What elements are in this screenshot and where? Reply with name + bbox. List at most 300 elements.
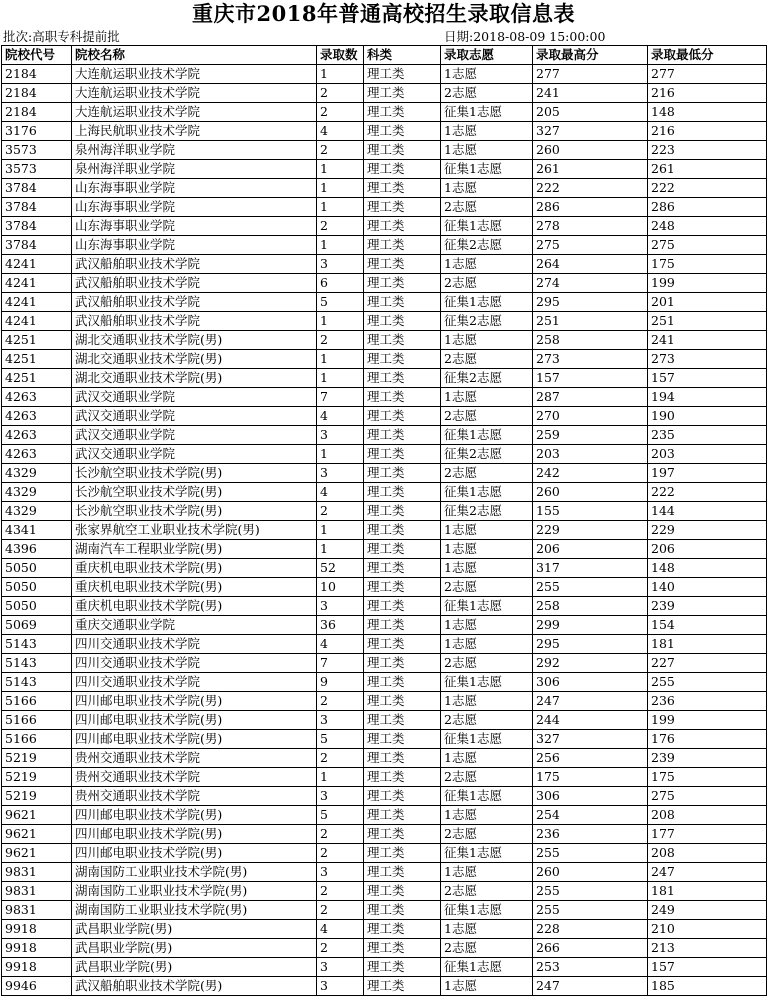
cell-school-code: 4329 — [2, 502, 72, 521]
cell-preference: 征集2志愿 — [441, 312, 533, 331]
cell-school-name: 山东海事职业学院 — [72, 236, 317, 255]
cell-subject: 理工类 — [364, 350, 441, 369]
cell-school-name: 长沙航空职业技术学院(男) — [72, 464, 317, 483]
cell-max-score: 273 — [533, 350, 648, 369]
cell-admitted-count: 3 — [317, 958, 364, 977]
cell-school-code: 5166 — [2, 730, 72, 749]
cell-subject: 理工类 — [364, 198, 441, 217]
cell-school-code: 5050 — [2, 578, 72, 597]
cell-subject: 理工类 — [364, 787, 441, 806]
cell-school-code: 9621 — [2, 825, 72, 844]
cell-preference: 1志愿 — [441, 920, 533, 939]
cell-max-score: 261 — [533, 160, 648, 179]
cell-preference: 1志愿 — [441, 179, 533, 198]
cell-school-name: 武汉船舶职业技术学院 — [72, 312, 317, 331]
cell-admitted-count: 6 — [317, 274, 364, 293]
cell-max-score: 277 — [533, 65, 648, 84]
cell-preference: 征集1志愿 — [441, 901, 533, 920]
cell-min-score: 199 — [648, 711, 767, 730]
cell-preference: 1志愿 — [441, 65, 533, 84]
table-row — [2, 312, 767, 331]
cell-school-name: 长沙航空职业技术学院(男) — [72, 502, 317, 521]
cell-preference: 1志愿 — [441, 616, 533, 635]
cell-max-score: 327 — [533, 122, 648, 141]
cell-school-code: 3573 — [2, 141, 72, 160]
cell-school-name: 重庆机电职业技术学院(男) — [72, 597, 317, 616]
cell-max-score: 254 — [533, 806, 648, 825]
cell-max-score: 260 — [533, 483, 648, 502]
cell-max-score: 266 — [533, 939, 648, 958]
cell-admitted-count: 2 — [317, 844, 364, 863]
cell-subject: 理工类 — [364, 749, 441, 768]
table-row — [2, 711, 767, 730]
table-title: 重庆市2018年普通高校招生录取信息表 — [192, 1, 575, 26]
cell-preference: 2志愿 — [441, 407, 533, 426]
cell-school-name: 山东海事职业学院 — [72, 198, 317, 217]
cell-preference: 征集1志愿 — [441, 426, 533, 445]
cell-subject: 理工类 — [364, 768, 441, 787]
table-row — [2, 635, 767, 654]
cell-school-name: 四川邮电职业技术学院(男) — [72, 806, 317, 825]
cell-max-score: 275 — [533, 236, 648, 255]
cell-min-score: 181 — [648, 635, 767, 654]
cell-subject: 理工类 — [364, 293, 441, 312]
cell-subject: 理工类 — [364, 616, 441, 635]
cell-school-code: 3784 — [2, 236, 72, 255]
cell-preference: 1志愿 — [441, 863, 533, 882]
cell-subject: 理工类 — [364, 939, 441, 958]
cell-school-code: 3784 — [2, 179, 72, 198]
cell-subject: 理工类 — [364, 426, 441, 445]
cell-school-code: 9918 — [2, 939, 72, 958]
cell-min-score: 286 — [648, 198, 767, 217]
cell-subject: 理工类 — [364, 673, 441, 692]
cell-school-name: 武汉交通职业学院 — [72, 426, 317, 445]
cell-school-code: 5219 — [2, 768, 72, 787]
cell-max-score: 286 — [533, 198, 648, 217]
table-row — [2, 274, 767, 293]
cell-min-score: 176 — [648, 730, 767, 749]
cell-admitted-count: 1 — [317, 540, 364, 559]
cell-subject: 理工类 — [364, 160, 441, 179]
cell-min-score: 255 — [648, 673, 767, 692]
cell-school-code: 4396 — [2, 540, 72, 559]
cell-school-code: 4329 — [2, 483, 72, 502]
cell-preference: 1志愿 — [441, 692, 533, 711]
cell-school-code: 5166 — [2, 692, 72, 711]
cell-max-score: 317 — [533, 559, 648, 578]
cell-admitted-count: 2 — [317, 103, 364, 122]
table-row — [2, 160, 767, 179]
cell-preference: 1志愿 — [441, 122, 533, 141]
cell-max-score: 292 — [533, 654, 648, 673]
cell-school-name: 四川交通职业技术学院 — [72, 673, 317, 692]
cell-subject: 理工类 — [364, 464, 441, 483]
cell-min-score: 275 — [648, 236, 767, 255]
table-row — [2, 464, 767, 483]
cell-school-code: 9918 — [2, 958, 72, 977]
cell-school-name: 四川邮电职业技术学院(男) — [72, 730, 317, 749]
cell-school-name: 四川交通职业技术学院 — [72, 635, 317, 654]
cell-admitted-count: 4 — [317, 483, 364, 502]
cell-min-score: 247 — [648, 863, 767, 882]
cell-max-score: 222 — [533, 179, 648, 198]
cell-preference: 1志愿 — [441, 977, 533, 996]
cell-admitted-count: 36 — [317, 616, 364, 635]
cell-min-score: 144 — [648, 502, 767, 521]
cell-min-score: 227 — [648, 654, 767, 673]
cell-max-score: 206 — [533, 540, 648, 559]
cell-preference: 1志愿 — [441, 806, 533, 825]
cell-admitted-count: 1 — [317, 312, 364, 331]
cell-preference: 征集1志愿 — [441, 844, 533, 863]
cell-min-score: 190 — [648, 407, 767, 426]
cell-school-code: 2184 — [2, 103, 72, 122]
cell-school-name: 长沙航空职业技术学院(男) — [72, 483, 317, 502]
cell-preference: 征集1志愿 — [441, 103, 533, 122]
table-row — [2, 103, 767, 122]
table-row — [2, 141, 767, 160]
cell-preference: 征集2志愿 — [441, 502, 533, 521]
header-school-code: 院校代号 — [2, 46, 72, 65]
cell-school-name: 武昌职业学院(男) — [72, 958, 317, 977]
cell-school-code: 4251 — [2, 350, 72, 369]
cell-admitted-count: 2 — [317, 84, 364, 103]
table-row — [2, 388, 767, 407]
table-row — [2, 882, 767, 901]
cell-min-score: 206 — [648, 540, 767, 559]
cell-subject: 理工类 — [364, 255, 441, 274]
cell-max-score: 295 — [533, 293, 648, 312]
cell-preference: 2志愿 — [441, 84, 533, 103]
cell-admitted-count: 2 — [317, 882, 364, 901]
header-max-score: 录取最高分 — [533, 46, 648, 65]
cell-subject: 理工类 — [364, 445, 441, 464]
date-label: 日期:2018-08-09 15:00:00 — [444, 29, 606, 44]
cell-max-score: 327 — [533, 730, 648, 749]
cell-min-score: 208 — [648, 844, 767, 863]
cell-admitted-count: 3 — [317, 597, 364, 616]
cell-school-code: 5069 — [2, 616, 72, 635]
cell-school-name: 湖北交通职业技术学院(男) — [72, 369, 317, 388]
cell-admitted-count: 1 — [317, 369, 364, 388]
cell-subject: 理工类 — [364, 540, 441, 559]
cell-admitted-count: 3 — [317, 464, 364, 483]
cell-min-score: 239 — [648, 597, 767, 616]
table-row — [2, 844, 767, 863]
cell-school-code: 5143 — [2, 635, 72, 654]
cell-max-score: 229 — [533, 521, 648, 540]
cell-preference: 征集2志愿 — [441, 369, 533, 388]
cell-school-code: 4263 — [2, 388, 72, 407]
cell-subject: 理工类 — [364, 711, 441, 730]
cell-subject: 理工类 — [364, 236, 441, 255]
cell-preference: 2志愿 — [441, 711, 533, 730]
cell-admitted-count: 52 — [317, 559, 364, 578]
table-row — [2, 122, 767, 141]
cell-subject: 理工类 — [364, 635, 441, 654]
cell-preference: 征集1志愿 — [441, 217, 533, 236]
cell-admitted-count: 1 — [317, 65, 364, 84]
cell-max-score: 251 — [533, 312, 648, 331]
cell-subject: 理工类 — [364, 806, 441, 825]
cell-subject: 理工类 — [364, 369, 441, 388]
cell-preference: 征集1志愿 — [441, 730, 533, 749]
cell-school-name: 四川邮电职业技术学院(男) — [72, 825, 317, 844]
cell-school-name: 贵州交通职业技术学院 — [72, 787, 317, 806]
cell-preference: 征集1志愿 — [441, 483, 533, 502]
cell-min-score: 148 — [648, 103, 767, 122]
cell-school-name: 湖南国防工业职业技术学院(男) — [72, 901, 317, 920]
cell-preference: 征集1志愿 — [441, 597, 533, 616]
cell-admitted-count: 1 — [317, 768, 364, 787]
cell-school-name: 泉州海洋职业学院 — [72, 141, 317, 160]
cell-min-score: 261 — [648, 160, 767, 179]
cell-school-code: 2184 — [2, 84, 72, 103]
table-row — [2, 654, 767, 673]
cell-subject: 理工类 — [364, 825, 441, 844]
cell-subject: 理工类 — [364, 179, 441, 198]
table-row — [2, 540, 767, 559]
cell-min-score: 273 — [648, 350, 767, 369]
cell-school-code: 4241 — [2, 312, 72, 331]
cell-admitted-count: 4 — [317, 920, 364, 939]
cell-school-code: 3573 — [2, 160, 72, 179]
cell-max-score: 244 — [533, 711, 648, 730]
cell-min-score: 249 — [648, 901, 767, 920]
cell-school-name: 四川邮电职业技术学院(男) — [72, 692, 317, 711]
cell-school-code: 4263 — [2, 407, 72, 426]
table-row — [2, 198, 767, 217]
cell-subject: 理工类 — [364, 901, 441, 920]
cell-school-code: 9946 — [2, 977, 72, 996]
cell-school-code: 9831 — [2, 901, 72, 920]
cell-school-code: 5143 — [2, 673, 72, 692]
cell-school-code: 9621 — [2, 844, 72, 863]
cell-max-score: 236 — [533, 825, 648, 844]
table-row — [2, 673, 767, 692]
cell-subject: 理工类 — [364, 502, 441, 521]
cell-admitted-count: 1 — [317, 160, 364, 179]
cell-max-score: 228 — [533, 920, 648, 939]
cell-min-score: 236 — [648, 692, 767, 711]
header-row — [2, 46, 767, 65]
cell-admitted-count: 7 — [317, 388, 364, 407]
cell-preference: 1志愿 — [441, 559, 533, 578]
cell-admitted-count: 2 — [317, 217, 364, 236]
cell-min-score: 177 — [648, 825, 767, 844]
cell-max-score: 255 — [533, 578, 648, 597]
header-subject: 科类 — [364, 46, 441, 65]
cell-subject: 理工类 — [364, 388, 441, 407]
cell-preference: 2志愿 — [441, 882, 533, 901]
cell-admitted-count: 1 — [317, 198, 364, 217]
table-row — [2, 217, 767, 236]
cell-subject: 理工类 — [364, 141, 441, 160]
cell-admitted-count: 9 — [317, 673, 364, 692]
cell-preference: 2志愿 — [441, 464, 533, 483]
cell-subject: 理工类 — [364, 84, 441, 103]
cell-subject: 理工类 — [364, 122, 441, 141]
cell-school-code: 9831 — [2, 863, 72, 882]
table-row — [2, 863, 767, 882]
cell-school-name: 四川邮电职业技术学院(男) — [72, 711, 317, 730]
cell-subject: 理工类 — [364, 654, 441, 673]
table-row — [2, 369, 767, 388]
cell-admitted-count: 3 — [317, 255, 364, 274]
cell-school-name: 湖南国防工业职业技术学院(男) — [72, 882, 317, 901]
cell-subject: 理工类 — [364, 407, 441, 426]
cell-school-code: 5143 — [2, 654, 72, 673]
cell-max-score: 295 — [533, 635, 648, 654]
cell-school-name: 武汉船舶职业技术学院(男) — [72, 977, 317, 996]
cell-admitted-count: 2 — [317, 825, 364, 844]
cell-min-score: 239 — [648, 749, 767, 768]
cell-min-score: 199 — [648, 274, 767, 293]
cell-max-score: 255 — [533, 844, 648, 863]
cell-school-code: 9831 — [2, 882, 72, 901]
cell-subject: 理工类 — [364, 958, 441, 977]
cell-school-code: 4329 — [2, 464, 72, 483]
table-row — [2, 597, 767, 616]
cell-admitted-count: 2 — [317, 141, 364, 160]
cell-subject: 理工类 — [364, 578, 441, 597]
table-row — [2, 939, 767, 958]
cell-max-score: 260 — [533, 863, 648, 882]
cell-min-score: 194 — [648, 388, 767, 407]
cell-max-score: 242 — [533, 464, 648, 483]
cell-school-code: 4241 — [2, 274, 72, 293]
cell-min-score: 181 — [648, 882, 767, 901]
cell-subject: 理工类 — [364, 844, 441, 863]
cell-subject: 理工类 — [364, 103, 441, 122]
header-preference: 录取志愿 — [441, 46, 533, 65]
cell-subject: 理工类 — [364, 863, 441, 882]
table-row — [2, 692, 767, 711]
header-min-score: 录取最低分 — [648, 46, 767, 65]
cell-school-name: 武汉船舶职业技术学院 — [72, 274, 317, 293]
cell-school-code: 4263 — [2, 445, 72, 464]
cell-min-score: 223 — [648, 141, 767, 160]
cell-preference: 征集1志愿 — [441, 958, 533, 977]
cell-admitted-count: 1 — [317, 179, 364, 198]
cell-max-score: 255 — [533, 901, 648, 920]
cell-admitted-count: 1 — [317, 350, 364, 369]
table-row — [2, 977, 767, 996]
cell-min-score: 222 — [648, 179, 767, 198]
cell-max-score: 306 — [533, 787, 648, 806]
cell-school-code: 5166 — [2, 711, 72, 730]
cell-min-score: 248 — [648, 217, 767, 236]
cell-school-code: 2184 — [2, 65, 72, 84]
cell-school-name: 重庆机电职业技术学院(男) — [72, 559, 317, 578]
table-row — [2, 445, 767, 464]
cell-min-score: 140 — [648, 578, 767, 597]
cell-school-name: 武汉交通职业学院 — [72, 407, 317, 426]
cell-school-code: 5050 — [2, 597, 72, 616]
cell-school-name: 武汉交通职业学院 — [72, 388, 317, 407]
cell-admitted-count: 3 — [317, 426, 364, 445]
cell-min-score: 235 — [648, 426, 767, 445]
cell-max-score: 259 — [533, 426, 648, 445]
table-row — [2, 255, 767, 274]
table-row — [2, 806, 767, 825]
cell-max-score: 260 — [533, 141, 648, 160]
cell-max-score: 155 — [533, 502, 648, 521]
cell-min-score: 154 — [648, 616, 767, 635]
cell-max-score: 203 — [533, 445, 648, 464]
cell-subject: 理工类 — [364, 559, 441, 578]
cell-max-score: 306 — [533, 673, 648, 692]
cell-school-name: 上海民航职业技术学院 — [72, 122, 317, 141]
cell-preference: 2志愿 — [441, 578, 533, 597]
table-row — [2, 578, 767, 597]
cell-school-name: 重庆交通职业学院 — [72, 616, 317, 635]
cell-min-score: 157 — [648, 369, 767, 388]
table-row — [2, 901, 767, 920]
cell-subject: 理工类 — [364, 597, 441, 616]
cell-preference: 1志愿 — [441, 141, 533, 160]
cell-admitted-count: 3 — [317, 711, 364, 730]
cell-preference: 1志愿 — [441, 255, 533, 274]
cell-admitted-count: 1 — [317, 236, 364, 255]
table-row — [2, 768, 767, 787]
cell-subject: 理工类 — [364, 977, 441, 996]
cell-school-name: 四川交通职业技术学院 — [72, 654, 317, 673]
cell-preference: 1志愿 — [441, 540, 533, 559]
cell-admitted-count: 1 — [317, 445, 364, 464]
cell-preference: 征集1志愿 — [441, 160, 533, 179]
header-school-name: 院校名称 — [72, 46, 317, 65]
cell-max-score: 247 — [533, 977, 648, 996]
cell-admitted-count: 1 — [317, 521, 364, 540]
cell-preference: 征集2志愿 — [441, 445, 533, 464]
cell-max-score: 247 — [533, 692, 648, 711]
cell-preference: 征集1志愿 — [441, 787, 533, 806]
cell-preference: 2志愿 — [441, 939, 533, 958]
cell-admitted-count: 3 — [317, 863, 364, 882]
cell-school-name: 武昌职业学院(男) — [72, 920, 317, 939]
cell-max-score: 299 — [533, 616, 648, 635]
cell-max-score: 255 — [533, 882, 648, 901]
cell-school-name: 重庆机电职业技术学院(男) — [72, 578, 317, 597]
cell-preference: 1志愿 — [441, 331, 533, 350]
table-body — [2, 65, 767, 996]
cell-school-name: 山东海事职业学院 — [72, 179, 317, 198]
cell-max-score: 278 — [533, 217, 648, 236]
cell-subject: 理工类 — [364, 65, 441, 84]
cell-admitted-count: 2 — [317, 939, 364, 958]
cell-school-name: 贵州交通职业技术学院 — [72, 768, 317, 787]
cell-school-name: 大连航运职业技术学院 — [72, 103, 317, 122]
cell-max-score: 258 — [533, 331, 648, 350]
cell-school-name: 湖南汽车工程职业学院(男) — [72, 540, 317, 559]
batch-label: 批次:高职专科提前批 — [3, 29, 120, 44]
cell-school-name: 湖北交通职业技术学院(男) — [72, 331, 317, 350]
cell-school-name: 张家界航空工业职业技术学院(男) — [72, 521, 317, 540]
admission-table — [1, 45, 767, 996]
cell-preference: 1志愿 — [441, 635, 533, 654]
cell-max-score: 205 — [533, 103, 648, 122]
cell-min-score: 241 — [648, 331, 767, 350]
cell-max-score: 157 — [533, 369, 648, 388]
cell-admitted-count: 3 — [317, 977, 364, 996]
cell-max-score: 258 — [533, 597, 648, 616]
cell-admitted-count: 5 — [317, 293, 364, 312]
cell-school-code: 9621 — [2, 806, 72, 825]
cell-admitted-count: 2 — [317, 901, 364, 920]
cell-max-score: 256 — [533, 749, 648, 768]
